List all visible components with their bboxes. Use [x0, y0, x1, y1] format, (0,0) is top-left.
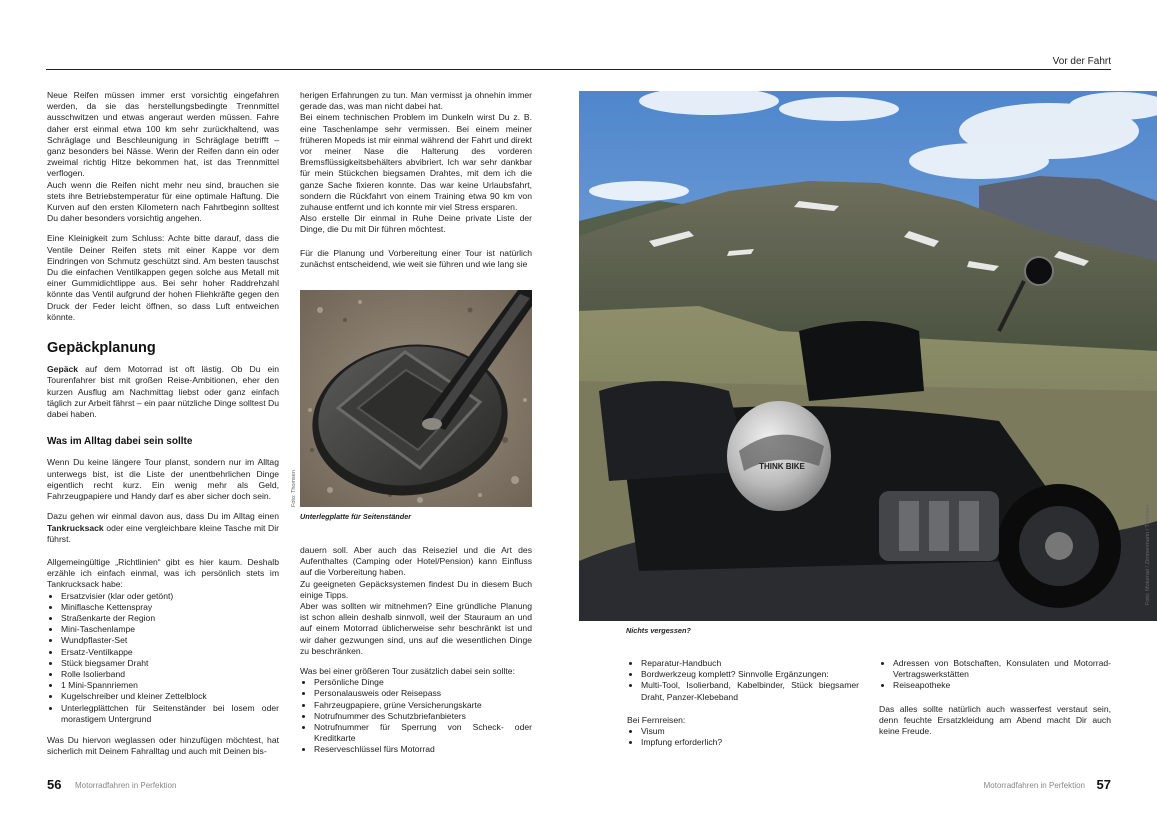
list-item: • Adressen von Botschaften, Konsulaten und Motorrad-Vertragswerkstätten: [893, 658, 1111, 680]
list-item: • Personalausweis oder Reisepass: [314, 688, 532, 699]
paragraph: Wenn Du keine längere Tour planst, sondern nur im Alltag unterwegs bist, ist die Liste der unentbehrlichen Dinge eigentlich recht kurz. Ein wenig mehr als Geld, Fahrzeugpapiere und Handy darf es aber sicher doch sein.: [47, 457, 279, 502]
list-item: • Fahrzeugpapiere, grüne Versicherungskarte: [314, 700, 532, 711]
list-item: • Mini-Taschenlampe: [61, 624, 279, 635]
bullet-list: [627, 658, 859, 703]
list-item: • Rolle Isolierband: [61, 669, 279, 680]
paragraph: Für die Planung und Vorbereitung einer Tour ist natürlich zunächst entscheidend, wie weit sie führen und wie lang sie: [300, 247, 532, 269]
column-2-bottom: [300, 545, 532, 765]
subheading: Was im Alltag dabei sein sollte: [47, 436, 193, 448]
column-3: [627, 658, 859, 757]
bullet-list: [47, 591, 279, 725]
list-item: • Bordwerkzeug komplett? Sinnvolle Ergänzungen:: [641, 669, 859, 680]
list-item: • Visum: [641, 726, 859, 737]
list-item: • Straßenkarte der Region: [61, 613, 279, 624]
column-2-top: [300, 90, 532, 279]
list-item: • 1 Mini-Spannriemen: [61, 680, 279, 691]
paragraph-text: oder eine vergleichbare kleine Tasche mit Dir führst.: [47, 522, 279, 544]
list-item: • Ersatz-Ventilkappe: [61, 647, 279, 658]
page-number-right: 57: [1096, 777, 1111, 792]
motorcycle-photo: [579, 91, 1157, 621]
helmet-logo-text: THINK BIKE: [759, 462, 805, 471]
paragraph: herigen Erfahrungen zu tun. Man vermisst ja ohnehin immer gerade das, was man nicht dabei hat.: [300, 90, 532, 112]
paragraph: Auch wenn die Reifen nicht mehr neu sind, brauchen sie stets ihre Betriebstemperatur für eine optimale Haftung. Die Kurven auf den ersten Kilometern nach Fahrtbeginn solltest Du daher besonders vorsichtig angehen.: [47, 179, 279, 224]
list-item: • Unterlegplättchen für Seitenständer bei losem oder morastigem Untergrund: [61, 703, 279, 725]
bullet-list: [300, 677, 532, 755]
list-item: • Ersatzvisier (klar oder getönt): [61, 591, 279, 602]
paragraph-text: auf dem Motorrad ist oft lästig. Ob Du ein Tourenfahrer bist mit großen Reise-Ambitionen, eher den kurzen Ausflug am Nachmittag liebst oder ganz einfach täglich zur Arbeit fährst – ein paar nützliche Dinge solltest Du dabei haben.: [47, 364, 279, 420]
photo-caption: Nichts vergessen?: [626, 626, 691, 635]
paragraph: Bei Fernreisen:: [627, 714, 686, 725]
paragraph-text: Dazu gehen wir einmal davon aus, dass Du im Alltag einen: [47, 511, 279, 522]
list-item: • Persönliche Dinge: [314, 677, 532, 688]
sidestand-plate-illustration: [300, 290, 532, 507]
paragraph: Eine Kleinigkeit zum Schluss: Achte bitte darauf, dass die Ventile Deiner Reifen stets mit einer Kappe vor dem Eindringen von Schmutz geschützt sind. Am besten tauschst Du die einfachen Ventilkappen gegen solche aus Metall mit einer Gummidichtlippe aus. Bei sehr hoher Raddrehzahl könnte das Ventil aufgrund der hohen Fliehkräfte gegen den Druck der Feder leicht öffnen, so dass Luft entweichen könnte.: [47, 233, 279, 322]
bold-term: Gepäck: [47, 364, 79, 375]
book-title-right: Motorradfahren in Perfektion: [983, 781, 1085, 790]
list-item: • Notrufnummer für Sperrung von Scheck- oder Kreditkarte: [314, 722, 532, 744]
header-rule: [46, 69, 1111, 70]
list-item: • Notrufnummer des Schutzbriefanbieters: [314, 711, 532, 722]
section-heading: Gepäckplanung: [47, 340, 156, 357]
paragraph: Bei einem technischen Problem im Dunkeln wirst Du z. B. eine Taschenlampe sehr vermissen. Bei einem meiner früheren Mopeds ist mir einmal während der Fahrt und direkt vor meiner Nase die Halterung des vorderen Bremsflüssigkeitsbehälters abvibriert. Ich war sehr dankbar für mein Stückchen biegsamen Drahtes, mit dem ich die ganze Sache fixieren konnte. Das war keine Urlaubsfahrt, sondern die Rückfahrt von einem Training etwa 90 km von zuhause entfernt und ich konnte mir viel Stress ersparen.: [300, 112, 532, 213]
list-item: • Miniflasche Kettenspray: [61, 602, 279, 613]
list-item: • Wundpflaster-Set: [61, 635, 279, 646]
paragraph: dauern soll. Aber auch das Reiseziel und die Art des Aufenthaltes (Camping oder Hotel/Pension) kann Einfluss auf die Vorbereitung haben.: [300, 545, 532, 578]
column-1: [47, 90, 279, 766]
paragraph: Zu geeigneten Gepäcksystemen findest Du in diesem Buch einige Tipps.: [300, 578, 532, 600]
list-item: • Stück biegsamer Draht: [61, 658, 279, 669]
list-item: • Reserveschlüssel fürs Motorrad: [314, 744, 532, 755]
motorcycle-illustration: [579, 91, 1157, 621]
list-item: • Multi-Tool, Isolierband, Kabelbinder, Stück biegsamer Draht, Panzer-Klebeband: [641, 680, 859, 702]
list-item: • Reparatur-Handbuch: [641, 658, 859, 669]
bullet-list: [879, 658, 1111, 692]
paragraph: Was bei einer größeren Tour zusätzlich dabei sein sollte:: [300, 666, 515, 677]
photo-credit: Foto: Thomsen: [291, 470, 297, 507]
column-4: [879, 658, 1111, 746]
paragraph: Neue Reifen müssen immer erst vorsichtig eingefahren werden, da sie das herstellungsbedingte Trennmittel ausschwitzen und etwas angeraut werden müssen. Fahre daher erst einmal etwa 100 km sehr zurückhaltend, was Schräglage und Beschleunigung in Schräglage betrifft – ganz besonders bei Nässe. Wenn der Reifen dann ein oder zweimal richtig Hitze bekommen hat, ist das Trennmittel verflogen.: [47, 90, 279, 179]
paragraph: [47, 511, 279, 545]
book-title-left: Motorradfahren in Perfektion: [75, 781, 177, 790]
paragraph: Das alles sollte natürlich auch wasserfest verstaut sein, denn feuchte Ersatzkleidung am Abend macht Dir auch keine Freude.: [879, 703, 1111, 737]
paragraph: [47, 364, 279, 420]
list-item: • Impfung erforderlich?: [641, 737, 859, 748]
paragraph: Aber was sollten wir mitnehmen? Eine gründliche Planung ist schon allein deshalb sinnvoll, weil der Stauraum an und auf einem Motorrad üblicherweise sehr beschränkt ist und wir daher gezwungen sind, uns auf die wesentlichen Dinge zu beschränken.: [300, 601, 532, 656]
paragraph: Was Du hiervon weglassen oder hinzufügen möchtest, hat sicherlich mit Deinem Fahralltag und auch mit Deinen bis-: [47, 734, 279, 757]
photo-credit: Foto: Motorrad / Zimmermann / Thomsen: [1145, 504, 1151, 605]
bullet-list: [627, 726, 859, 748]
list-item: • Kugelschreiber und kleiner Zettelblock: [61, 691, 279, 702]
photo-caption: Unterlegplatte für Seitenständer: [300, 512, 412, 521]
sidestand-plate-photo: [300, 290, 532, 507]
paragraph: Allgemeingültige „Richtlinien“ gibt es hier kaum. Deshalb erzähle ich einfach einmal, was ich persönlich stets im Tankrucksack habe:: [47, 556, 279, 590]
list-item: • Reiseapotheke: [893, 680, 1111, 691]
bold-term: Tankrucksack: [47, 522, 104, 533]
section-title: Vor der Fahrt: [1052, 56, 1111, 67]
paragraph: Also erstelle Dir einmal in Ruhe Deine private Liste der Dinge, die Du mit Dir führen möchtest.: [300, 213, 532, 235]
page-number-left: 56: [47, 777, 62, 792]
